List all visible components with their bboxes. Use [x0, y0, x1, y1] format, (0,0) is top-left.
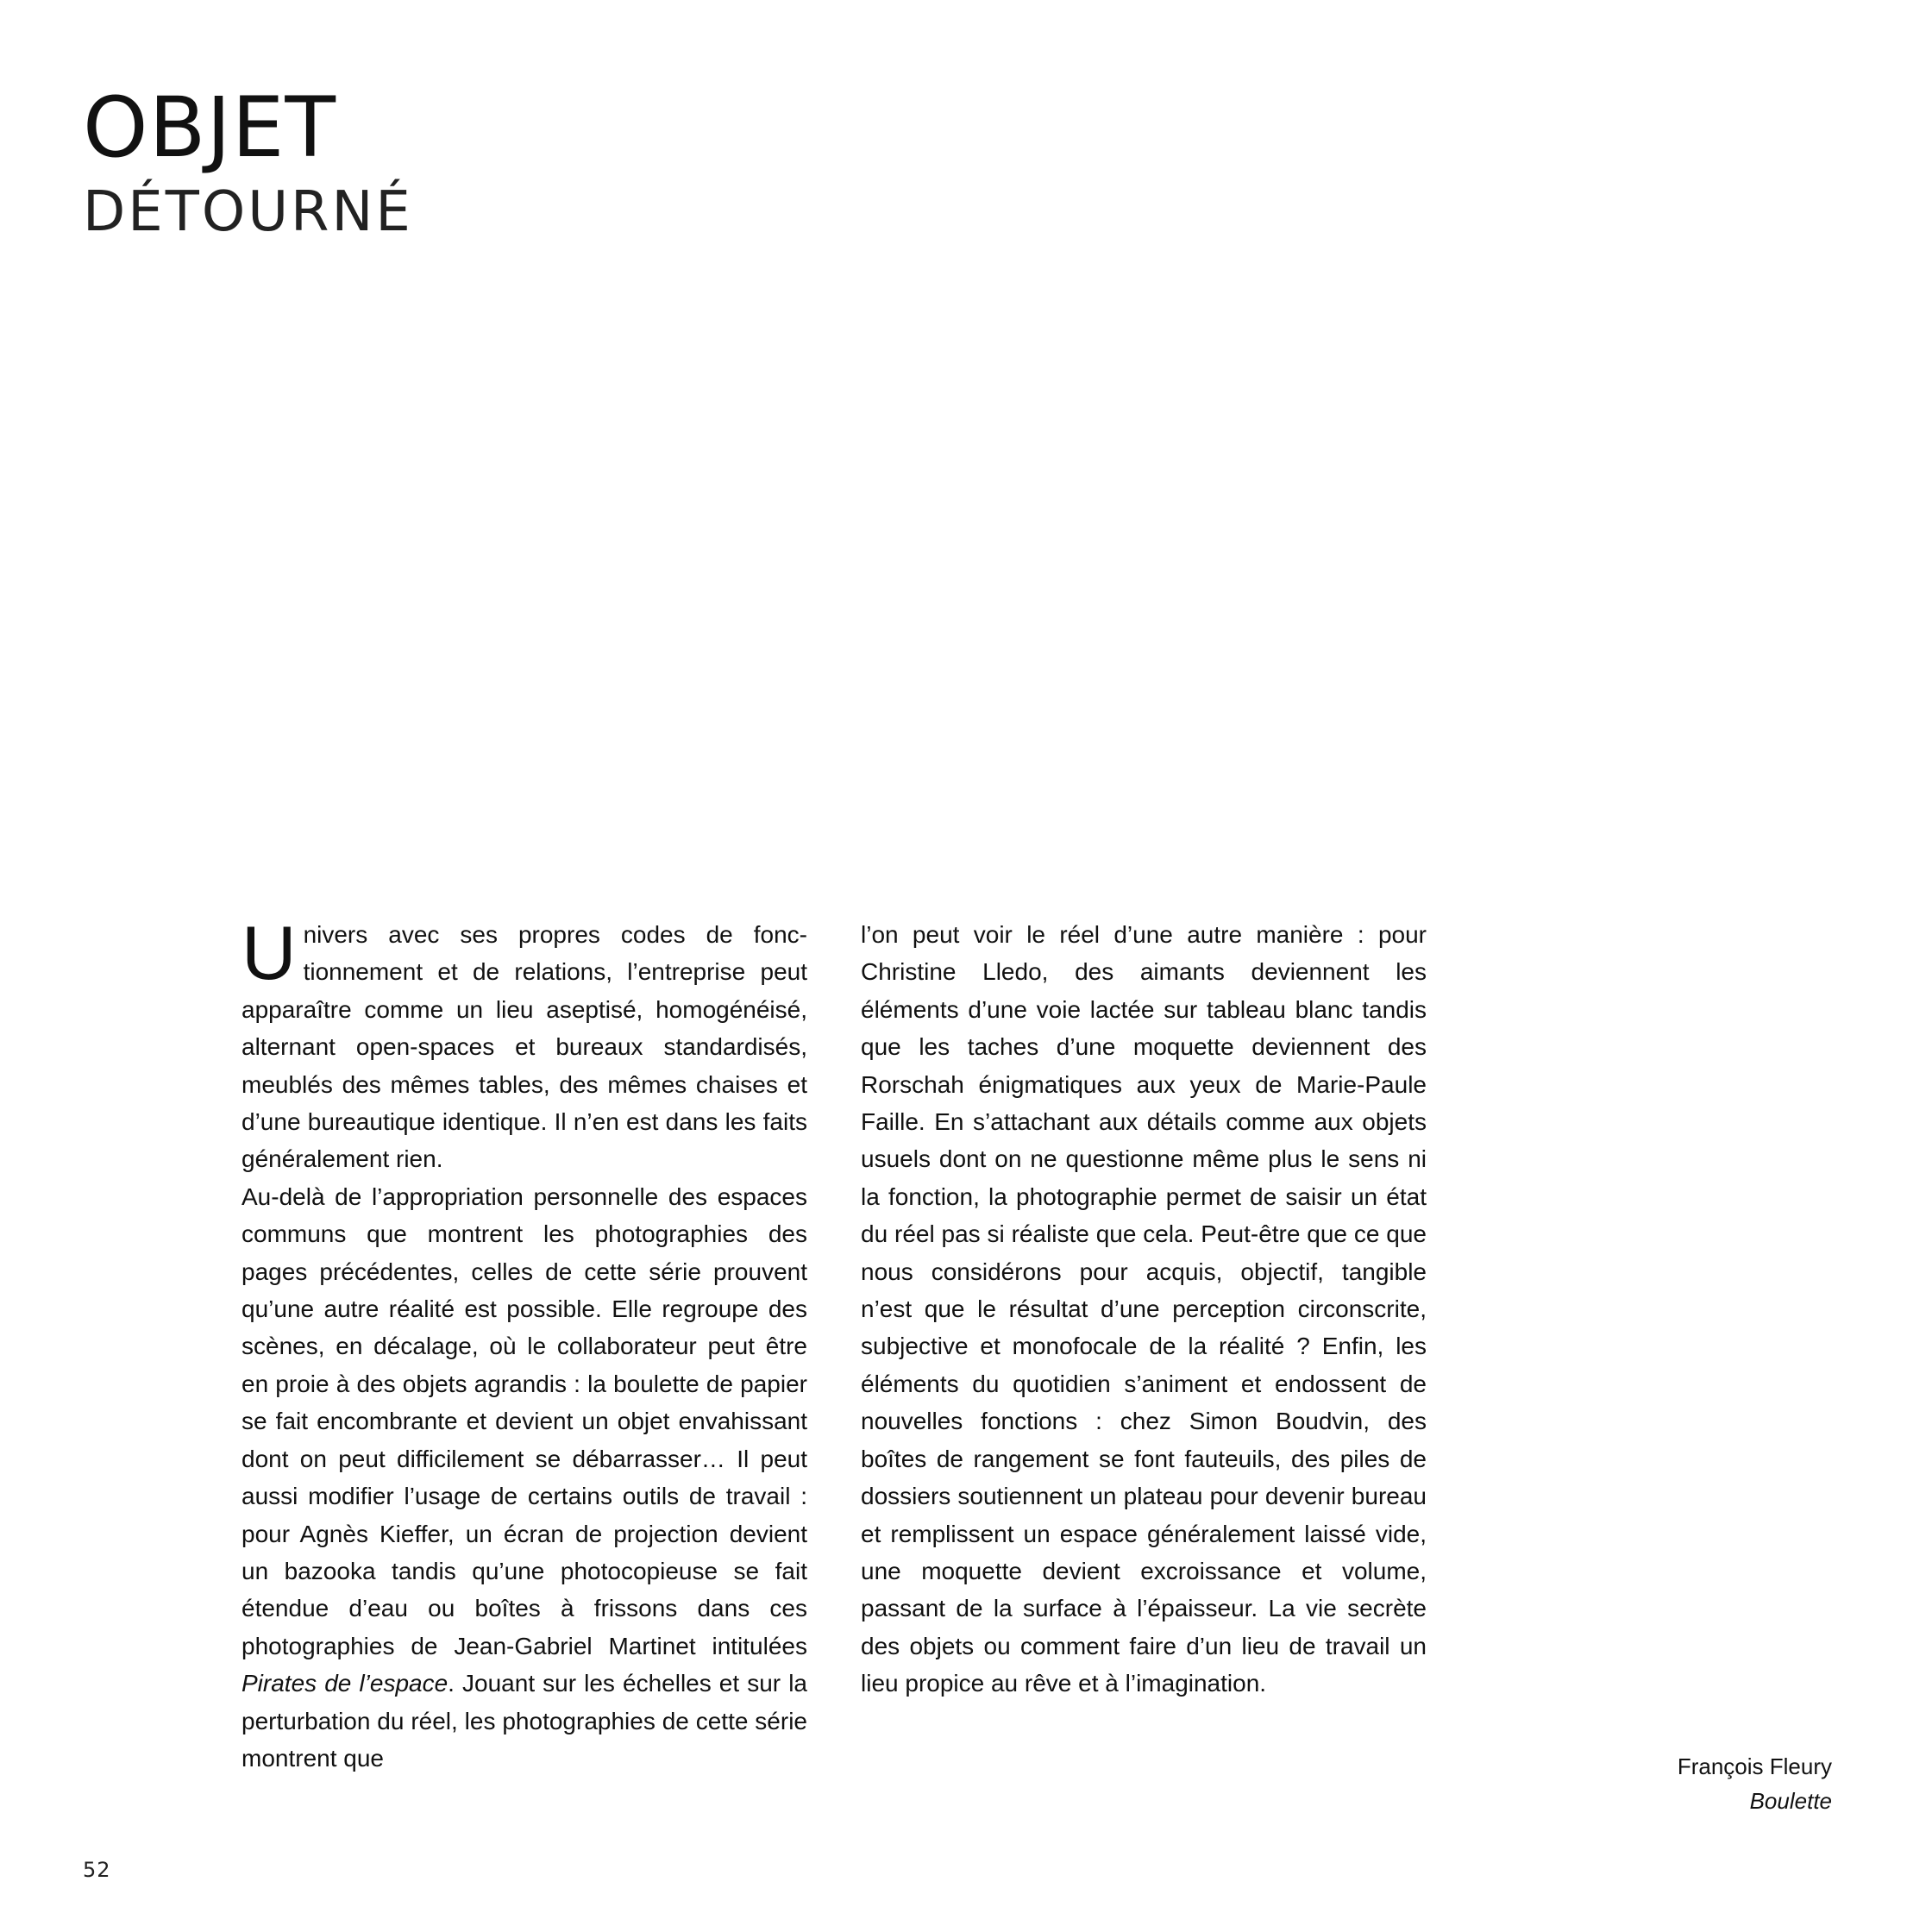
- credit-artist: François Fleury: [1677, 1753, 1832, 1779]
- page-number: 52: [83, 1858, 111, 1882]
- paragraph-2-text-right: l’on peut voir le réel d’une autre manière : pour Christine Lledo, des aimants deviennent les éléments d’une voie lactée sur tableau blanc tandis que les taches d’une moquette deviennent des Rorschah énigmatiques aux yeux de Marie-Paule Faille. En s’attachant aux détails comme aux objets usuels dont on ne questionne même plus le sens ni la fonction, la photographie permet de saisir un état du réel pas si réaliste que cela. Peut-être que ce que nous considérons pour acquis, objectif, tangible n’est que le résultat d’une perception circonscrite, subjective et monofocale de la réalité ? Enfin, les éléments du quotidien s’animent et endossent de nouvelles fonctions : chez Simon Boudvin, des boîtes de rangement se font fauteuils, des piles de dossiers soutiennent un plateau pour devenir bureau et remplissent un espace généralement laissé vide, une moquette devient excroissance et volume, passant de la surface à l’épaisseur. La vie secrète des objets ou comment faire d’un lieu de travail un lieu propice au rêve et à l’imagination.: [861, 921, 1427, 1697]
- credit-work-title: Boulette: [1749, 1788, 1832, 1814]
- drop-cap: U: [242, 910, 297, 995]
- article-column-left: [242, 910, 808, 1777]
- photo-credit: [1678, 1749, 1832, 1818]
- page-subtitle: DÉTOURNÉ: [83, 180, 413, 244]
- paragraph-2-text-left: Au-delà de l’appropriation personnelle des espaces communs que montrent les photographies des pages précédentes, celles de cette série prouvent qu’une autre réalité est possible. Elle regroupe des scènes, en décalage, où le collaborateur peut être en proie à des objets agrandis : la boulette de papier se fait encombrante et devient un objet envahissant dont on peut difficilement se débarrasser… Il peut aussi modifier l’usage de certains outils de travail : pour Agnès Kieffer, un écran de projection devient un bazooka tandis qu’une photocopieuse se fait étendue d’eau ou boîtes à frissons dans ces photographies de Jean-Gabriel Martinet intitulées Pirates de l’espace. Jouant sur les échelles et sur la perturbation du réel, les photographies de cette série montrent que: [242, 1182, 808, 1772]
- page-title: OBJET: [83, 79, 337, 176]
- series-title-italic: Pirates de l’espace: [242, 1670, 448, 1697]
- article-paragraph-2-start: [242, 1178, 807, 1778]
- paragraph-1-text: nivers avec ses propres codes de fonctionnement et de relations, l’entreprise peut apparaître comme un lieu aseptisé, homogénéisé, alternant open-spaces et bureaux standardisés, meublés des mêmes tables, des mêmes chaises et d’une bureautique identique. Il n’en est dans les faits généralement rien.: [242, 921, 807, 1173]
- article-paragraph-1: [242, 910, 807, 1178]
- article-column-right: [861, 916, 1427, 1703]
- article-paragraph-2-end: [861, 916, 1427, 1703]
